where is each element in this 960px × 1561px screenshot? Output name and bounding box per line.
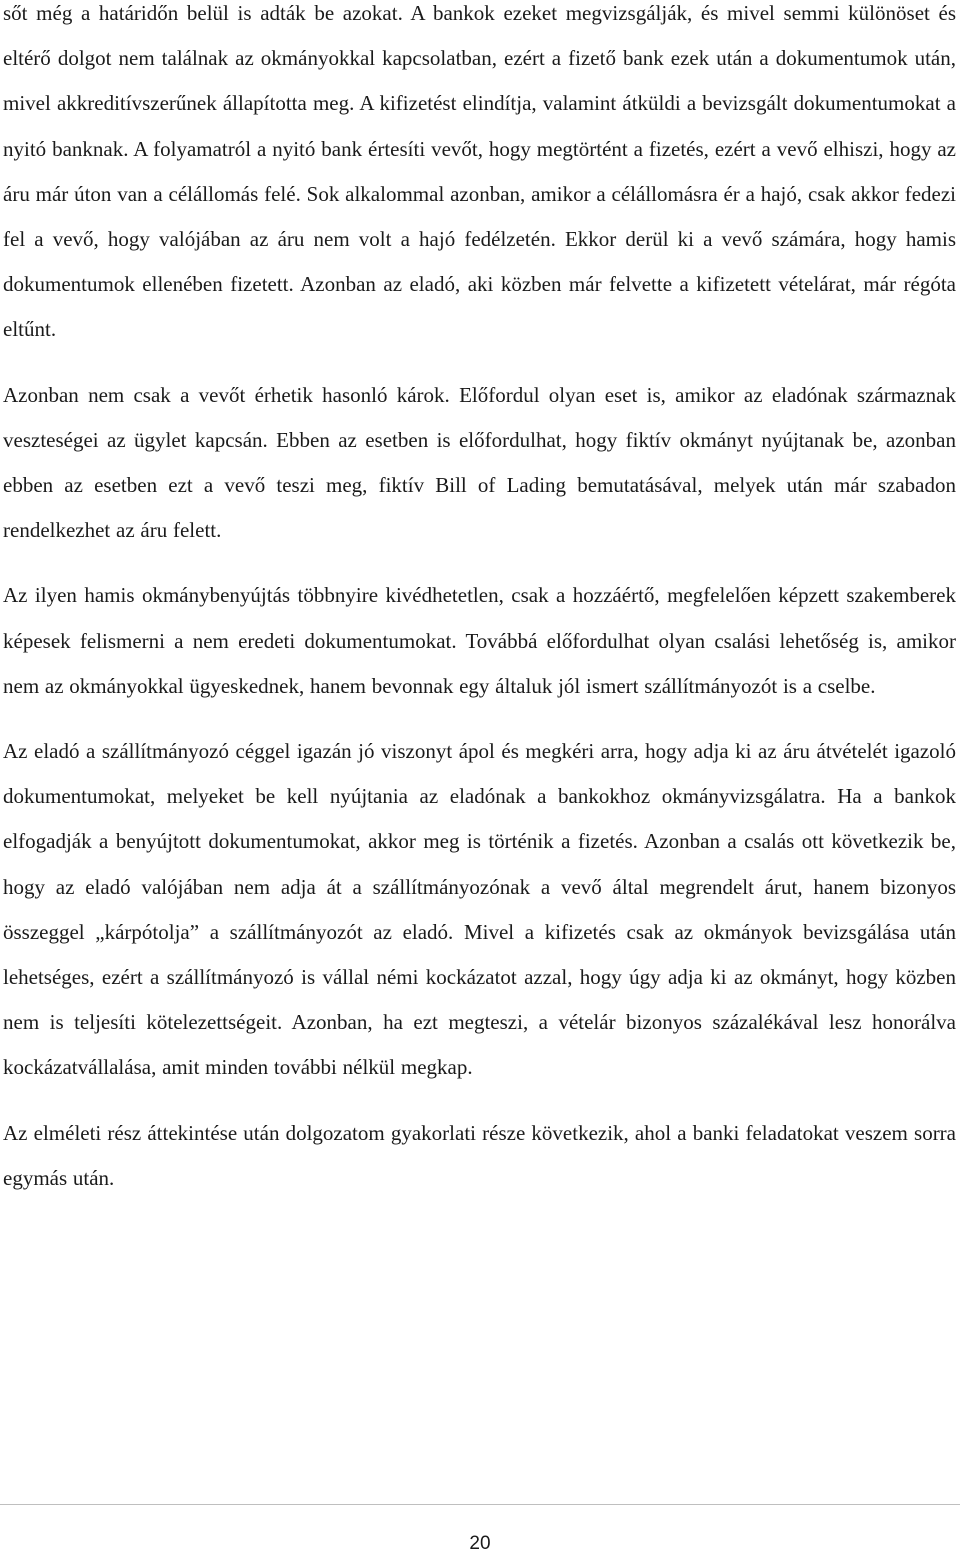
document-body xyxy=(3,0,956,1221)
paragraph-forwarder-scheme: Az eladó a szállítmányozó céggel igazán jó viszonyt ápol és megkéri arra, hogy adja ki az áru átvételét igazoló dokumentumokat, melyeket be kell nyújtania az eladónak a bankokhoz okmányvizsgálatra. Ha a bankok elfogadják a benyújtott dokumentumokat, akkor meg is történik a fizetés. Azonban a csalás ott következik be, hogy az eladó valójában nem adja át a szállítmányozónak a vevő által megrendelt árut, hanem bizonyos összeggel „kárpótolja” a szállítmányozót az eladó. Mivel a kifizetés csak az okmányok bevizsgálása után lehetséges, ezért a szállítmányozó is vállal némi kockázatot azzal, hogy úgy adja ki az okmányt, hogy közben nem is teljesíti kötelezettségeit. Azonban, ha ezt megteszi, a vételár bizonyos százalékával lesz honorálva kockázatvállalása, amit minden további nélkül megkap. xyxy=(3,739,956,1080)
page-number: 20 xyxy=(469,1533,491,1554)
paragraph-fraud-buyer: sőt még a határidőn belül is adták be azokat. A bankok ezeket megvizsgálják, és mivel semmi különöset és eltérő dolgot nem találnak az okmányokkal kapcsolatban, ezért a fizető bank ezek után a dokumentumok után, mivel akkreditívszerűnek állapította meg. A kifizetést elindítja, valamint átküldi a bevizsgált dokumentumokat a nyitó banknak. A folyamatról a nyitó bank értesíti vevőt, hogy megtörtént a fizetés, ezért a vevő elhiszi, hogy az áru már úton van a célállomás felé. Sok alkalommal azonban, amikor a célállomásra ér a hajó, csak akkor fedezi fel a vevő, hogy valójában az áru nem volt a hajó fedélzetén. Ekkor derül ki a vevő számára, hogy hamis dokumentumok ellenében fizetett. Azonban az eladó, aki közben már felvette a kifizetett vételárat, már régóta eltűnt. xyxy=(3,1,956,342)
paragraph-fraud-seller: Azonban nem csak a vevőt érhetik hasonló károk. Előfordul olyan eset is, amikor az eladónak származnak veszteségei az ügylet kapcsán. Ebben az esetben is előfordulhat, hogy fiktív okmányt nyújtanak be, azonban ebben az esetben ezt a vevő teszi meg, fiktív Bill of Lading bemutatásával, melyek után már szabadon rendelkezhet az áru felett. xyxy=(3,382,956,543)
footer-divider xyxy=(0,1504,960,1505)
paragraph-transition: Az elméleti rész áttekintése után dolgozatom gyakorlati része következik, ahol a banki feladatokat veszem sorra egymás után. xyxy=(3,1120,956,1190)
paragraph-fake-documents: Az ilyen hamis okmánybenyújtás többnyire kivédhetetlen, csak a hozzáértő, megfelelően képzett szakemberek képesek felismerni a nem eredeti dokumentumokat. Továbbá előfordulhat olyan csalási lehetőség is, amikor nem az okmányokkal ügyeskednek, hanem bevonnak egy általuk jól ismert szállítmányozót is a cselbe. xyxy=(3,583,956,698)
